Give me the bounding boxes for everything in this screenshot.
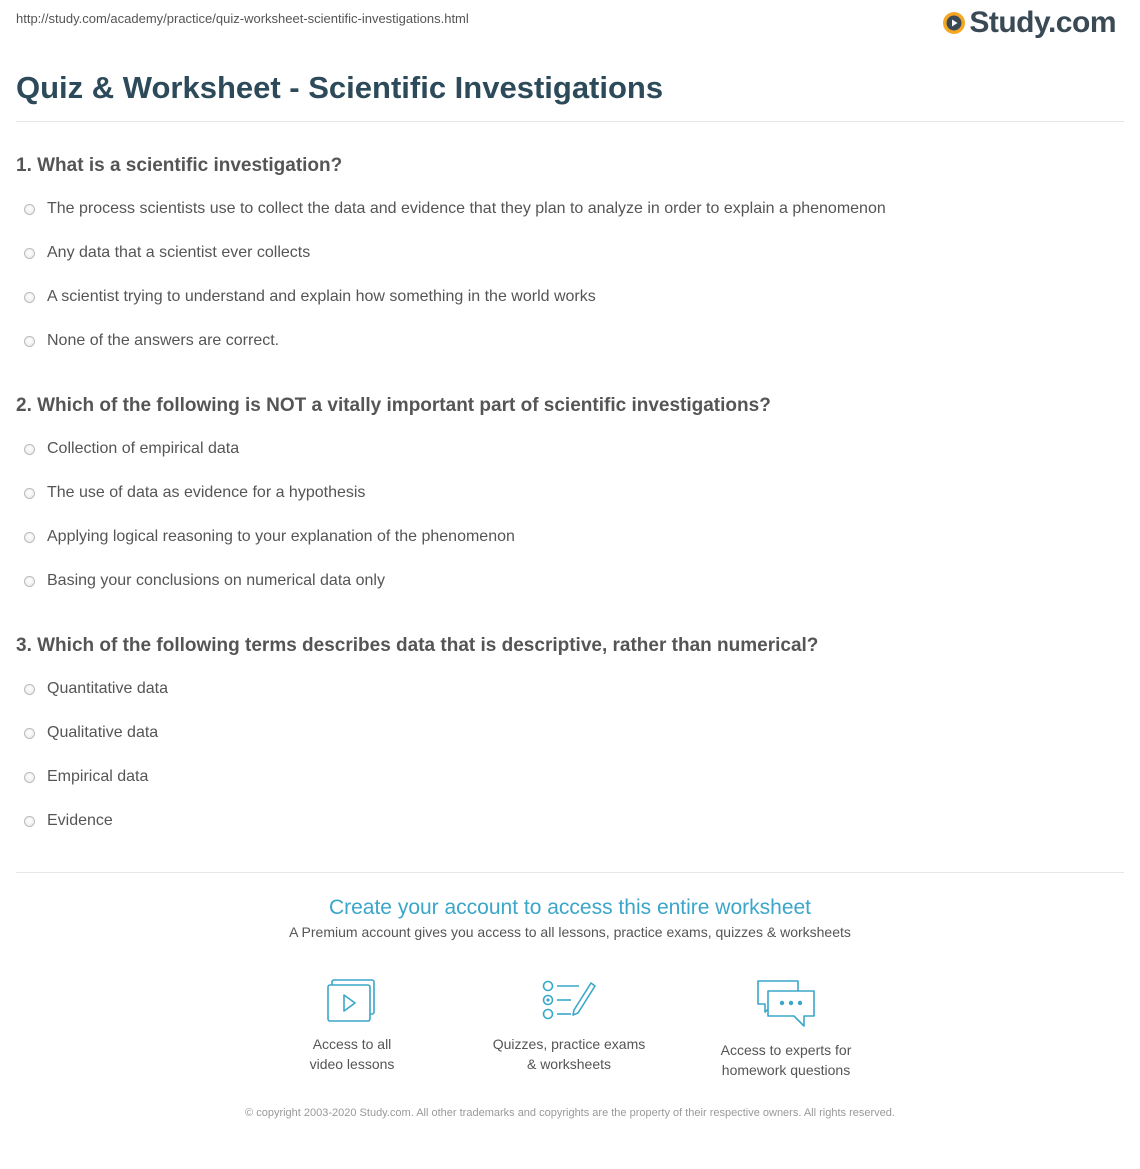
radio-button[interactable] xyxy=(24,444,35,455)
radio-button[interactable] xyxy=(24,248,35,259)
answer-label[interactable]: Basing your conclusions on numerical data only xyxy=(47,572,385,589)
answer-option[interactable] xyxy=(16,319,1124,363)
answer-label[interactable]: Quantitative data xyxy=(47,680,168,697)
feature-experts xyxy=(686,978,886,1080)
feature-label: Quizzes, practice exams & worksheets xyxy=(492,1036,646,1072)
answer-label[interactable]: Any data that a scientist ever collects xyxy=(47,244,311,261)
radio-button[interactable] xyxy=(24,576,35,587)
radio-button[interactable] xyxy=(24,728,35,739)
feature-quizzes xyxy=(469,978,669,1074)
answer-label[interactable]: The use of data as evidence for a hypothesis xyxy=(47,484,366,501)
radio-button[interactable] xyxy=(24,488,35,499)
copyright-footer: © copyright 2003-2020 Study.com. All other trademarks and copyrights are the property of their respective owners. All rights reserved. xyxy=(245,1107,895,1119)
answer-label[interactable]: Collection of empirical data xyxy=(47,440,240,457)
answer-label[interactable]: A scientist trying to understand and explain how something in the world works xyxy=(47,288,596,305)
video-lessons-icon xyxy=(252,978,452,1024)
question-text: 2. Which of the following is NOT a vitally important part of scientific investigations? xyxy=(16,395,771,416)
answer-label[interactable]: Evidence xyxy=(47,812,113,829)
feature-label: Access to all video lessons xyxy=(309,1036,395,1072)
logo-text: Study.com xyxy=(969,6,1116,39)
study-logo-icon xyxy=(942,11,966,35)
radio-button[interactable] xyxy=(24,684,35,695)
answer-option[interactable] xyxy=(16,231,1124,275)
radio-button[interactable] xyxy=(24,292,35,303)
answer-option[interactable] xyxy=(16,711,1124,755)
answer-option[interactable] xyxy=(16,667,1124,711)
answer-option[interactable] xyxy=(16,187,1124,231)
page-url[interactable]: http://study.com/academy/practice/quiz-worksheet-scientific-investigations.html xyxy=(16,11,469,26)
question-text: 3. Which of the following terms describes data that is descriptive, rather than numerical? xyxy=(16,635,819,656)
chat-bubbles-icon xyxy=(686,978,886,1030)
answer-option[interactable] xyxy=(16,427,1124,471)
premium-features xyxy=(0,978,1140,1088)
question-3 xyxy=(16,635,1124,843)
feature-label: Access to experts for homework questions xyxy=(720,1042,852,1078)
top-bar xyxy=(0,0,1140,52)
feature-video-lessons xyxy=(252,978,452,1074)
radio-button[interactable] xyxy=(24,772,35,783)
page-title: Quiz & Worksheet - Scientific Investigations xyxy=(16,70,664,105)
answer-label[interactable]: The process scientists use to collect the data and evidence that they plan to analyze in order to explain a phenomenon xyxy=(47,200,886,217)
create-account-link[interactable]: Create your account to access this entire worksheet xyxy=(328,896,812,919)
cta-subtitle: A Premium account gives you access to all lessons, practice exams, quizzes & worksheets xyxy=(289,924,851,940)
radio-button[interactable] xyxy=(24,532,35,543)
title-divider xyxy=(16,121,1124,122)
quiz-list-icon xyxy=(469,978,669,1024)
answer-option[interactable] xyxy=(16,559,1124,603)
answer-label[interactable]: Applying logical reasoning to your explanation of the phenomenon xyxy=(47,528,515,545)
radio-button[interactable] xyxy=(24,204,35,215)
answer-option[interactable] xyxy=(16,275,1124,319)
question-text: 1. What is a scientific investigation? xyxy=(16,155,343,176)
cta-section xyxy=(0,896,1140,940)
study-logo[interactable] xyxy=(942,6,1116,40)
answer-option[interactable] xyxy=(16,515,1124,559)
question-2 xyxy=(16,395,1124,603)
answer-label[interactable]: Qualitative data xyxy=(47,724,159,741)
answer-label[interactable]: None of the answers are correct. xyxy=(47,332,280,349)
radio-button[interactable] xyxy=(24,336,35,347)
question-1 xyxy=(16,155,1124,363)
answer-option[interactable] xyxy=(16,799,1124,843)
radio-button[interactable] xyxy=(24,816,35,827)
answer-label[interactable]: Empirical data xyxy=(47,768,149,785)
cta-divider xyxy=(16,872,1124,873)
answer-option[interactable] xyxy=(16,471,1124,515)
answer-option[interactable] xyxy=(16,755,1124,799)
